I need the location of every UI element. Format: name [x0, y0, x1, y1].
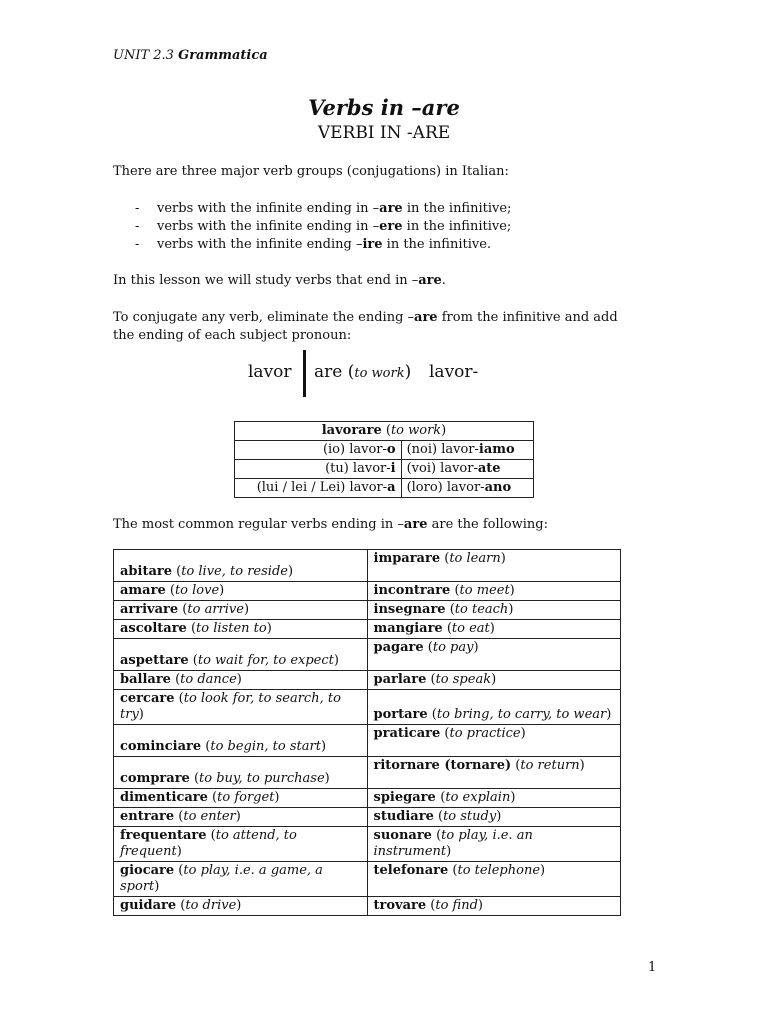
verb-infinitive: studiare	[373, 809, 434, 824]
table-row	[235, 460, 534, 479]
verb-infinitive: mangiare	[373, 621, 443, 636]
verb-translation: to meet	[459, 583, 510, 598]
verb-translation: to begin, to start	[210, 739, 321, 754]
verb-translation: to find	[435, 898, 478, 913]
table-cell: amare (to love)	[114, 582, 368, 601]
verb-infinitive: comprare	[120, 771, 190, 786]
unit-header	[113, 48, 268, 63]
table-cell: frequentare (to attend, to frequent)	[114, 827, 368, 862]
table-cell: arrivare (to arrive)	[114, 601, 368, 620]
table-cell: portare (to bring, to carry, to wear)	[367, 690, 621, 725]
conjugation-table	[234, 421, 534, 498]
verb-infinitive: portare	[373, 707, 428, 722]
verb-infinitive: giocare	[120, 863, 175, 878]
verb-infinitive: dimenticare	[120, 790, 208, 805]
table-cell: incontrare (to meet)	[367, 582, 621, 601]
page-title: Verbs in –are	[308, 95, 460, 120]
table-cell: entrare (to enter)	[114, 808, 368, 827]
table-cell: studiare (to study)	[367, 808, 621, 827]
verb-translation: to wait for, to expect	[197, 653, 334, 668]
table-row	[114, 897, 621, 916]
verb-stem: lavor	[248, 362, 292, 382]
section-label: Grammatica	[178, 48, 268, 63]
verb-translation: to bring, to carry, to wear	[436, 707, 607, 722]
list-item: - verbs with the infinite ending in –are in the infinitive;	[135, 201, 512, 216]
table-cell: spiegare (to explain)	[367, 789, 621, 808]
list-item: - verbs with the infinite ending –ire in the infinitive.	[135, 237, 492, 252]
table-row	[114, 620, 621, 639]
split-divider	[303, 350, 306, 397]
verb-translation: to eat	[451, 621, 490, 636]
table-cell: (io) lavor-o	[235, 441, 402, 460]
verb-translation: to play, i.e. an instrument	[373, 828, 533, 859]
verb-infinitive: amare	[120, 583, 166, 598]
table-cell: mangiare (to eat)	[367, 620, 621, 639]
verb-translation: to speak	[435, 672, 492, 687]
list-item: - verbs with the infinite ending in –ere in the infinitive;	[135, 219, 512, 234]
verb-translation: to play, i.e. a game, a sport	[120, 863, 323, 894]
verb-infinitive: abitare	[120, 564, 172, 579]
table-row	[114, 550, 621, 582]
table-row	[114, 757, 621, 789]
table-cell: ritornare (tornare) (to return)	[367, 757, 621, 789]
verb-infinitive: imparare	[373, 551, 441, 566]
lesson-text: In this lesson we will study verbs that end in –are.	[113, 273, 446, 288]
verb-infinitive: entrare	[120, 809, 175, 824]
verb-translation: to study	[443, 809, 497, 824]
table-cell: parlare (to speak)	[367, 671, 621, 690]
verb-infinitive: telefonare	[373, 863, 449, 878]
verb-infinitive: cercare	[120, 691, 175, 706]
verb-translation: to look for, to search, to try	[120, 691, 341, 722]
page-subtitle: VERBI IN -ARE	[317, 123, 451, 143]
table-cell: dimenticare (to forget)	[114, 789, 368, 808]
table-row	[114, 690, 621, 725]
unit-label: UNIT 2.3	[113, 48, 174, 63]
table-cell: telefonare (to telephone)	[367, 862, 621, 897]
table-cell: pagare (to pay)	[367, 639, 621, 671]
table-cell: aspettare (to wait for, to expect)	[114, 639, 368, 671]
verb-translation: to attend, to frequent	[120, 828, 297, 859]
verb-infinitive: guidare	[120, 898, 177, 913]
table-cell: cominciare (to begin, to start)	[114, 725, 368, 757]
page-number: 1	[648, 960, 657, 975]
verb-infinitive: ritornare (tornare)	[373, 758, 512, 773]
verb-infinitive: arrivare	[120, 602, 179, 617]
verb-translation: to telephone	[457, 863, 541, 878]
conjugate-instructions: To conjugate any verb, eliminate the ending –are from the infinitive and add the ending of each subject pronoun:	[113, 310, 618, 343]
common-verbs-intro: The most common regular verbs ending in –are are the following:	[113, 517, 548, 532]
verb-translation: to enter	[183, 809, 236, 824]
table-cell: giocare (to play, i.e. a game, a sport)	[114, 862, 368, 897]
table-cell: abitare (to live, to reside)	[114, 550, 368, 582]
verb-translation: to forget	[217, 790, 275, 805]
verb-infinitive: aspettare	[120, 653, 189, 668]
verb-ending: are (to work)	[314, 362, 412, 382]
verb-translation: to practice	[449, 726, 521, 741]
verb-infinitive: insegnare	[373, 602, 446, 617]
verb-infinitive: trovare	[373, 898, 427, 913]
verb-translation: to explain	[445, 790, 511, 805]
verb-infinitive: ballare	[120, 672, 171, 687]
table-cell: insegnare (to teach)	[367, 601, 621, 620]
verb-translation: to love	[174, 583, 220, 598]
verb-infinitive: cominciare	[120, 739, 202, 754]
table-row	[235, 479, 534, 498]
table-cell: (voi) lavor-ate	[401, 460, 533, 479]
table-cell: (noi) lavor-iamo	[401, 441, 533, 460]
table-row	[114, 671, 621, 690]
verb-infinitive: spiegare	[373, 790, 441, 805]
verb-result: lavor-	[429, 362, 479, 382]
table-row	[114, 601, 621, 620]
table-cell: (lui / lei / Lei) lavor-a	[235, 479, 402, 498]
table-row	[114, 827, 621, 862]
conjugation-groups-list	[113, 200, 511, 254]
table-cell: (loro) lavor-ano	[401, 479, 533, 498]
verb-translation: to pay	[432, 640, 474, 655]
table-cell: praticare (to practice)	[367, 725, 621, 757]
table-row	[114, 639, 621, 671]
verb-translation: to arrive	[187, 602, 244, 617]
table-row	[235, 441, 534, 460]
table-cell: cercare (to look for, to search, to try)	[114, 690, 368, 725]
table-row	[114, 725, 621, 757]
verb-translation: to dance	[180, 672, 237, 687]
table-cell: comprare (to buy, to purchase)	[114, 757, 368, 789]
table-row	[114, 862, 621, 897]
table-row	[114, 582, 621, 601]
verb-translation: to buy, to purchase	[199, 771, 325, 786]
verb-infinitive: incontrare	[373, 583, 451, 598]
intro-text: There are three major verb groups (conjugations) in Italian:	[113, 164, 509, 179]
table-cell: (tu) lavor-i	[235, 460, 402, 479]
verb-translation: to live, to reside	[181, 564, 288, 579]
verb-translation: to return	[520, 758, 580, 773]
verb-translation: to listen to	[196, 621, 267, 636]
table-cell: trovare (to find)	[367, 897, 621, 916]
common-verbs-table	[113, 549, 621, 916]
verb-infinitive: praticare	[373, 726, 441, 741]
table-header: lavorare (to work)	[235, 422, 534, 441]
table-cell: ballare (to dance)	[114, 671, 368, 690]
verb-infinitive: ascoltare	[120, 621, 187, 636]
verb-infinitive: suonare	[373, 828, 432, 843]
table-row	[114, 789, 621, 808]
table-row	[235, 422, 534, 441]
table-cell: guidare (to drive)	[114, 897, 368, 916]
table-cell: imparare (to learn)	[367, 550, 621, 582]
table-cell: ascoltare (to listen to)	[114, 620, 368, 639]
table-cell: suonare (to play, i.e. an instrument)	[367, 827, 621, 862]
verb-infinitive: parlare	[373, 672, 427, 687]
verb-translation: to learn	[449, 551, 501, 566]
verb-infinitive: pagare	[373, 640, 424, 655]
verb-translation: to teach	[454, 602, 509, 617]
verb-infinitive: frequentare	[120, 828, 207, 843]
table-row	[114, 808, 621, 827]
verb-translation: to drive	[185, 898, 237, 913]
